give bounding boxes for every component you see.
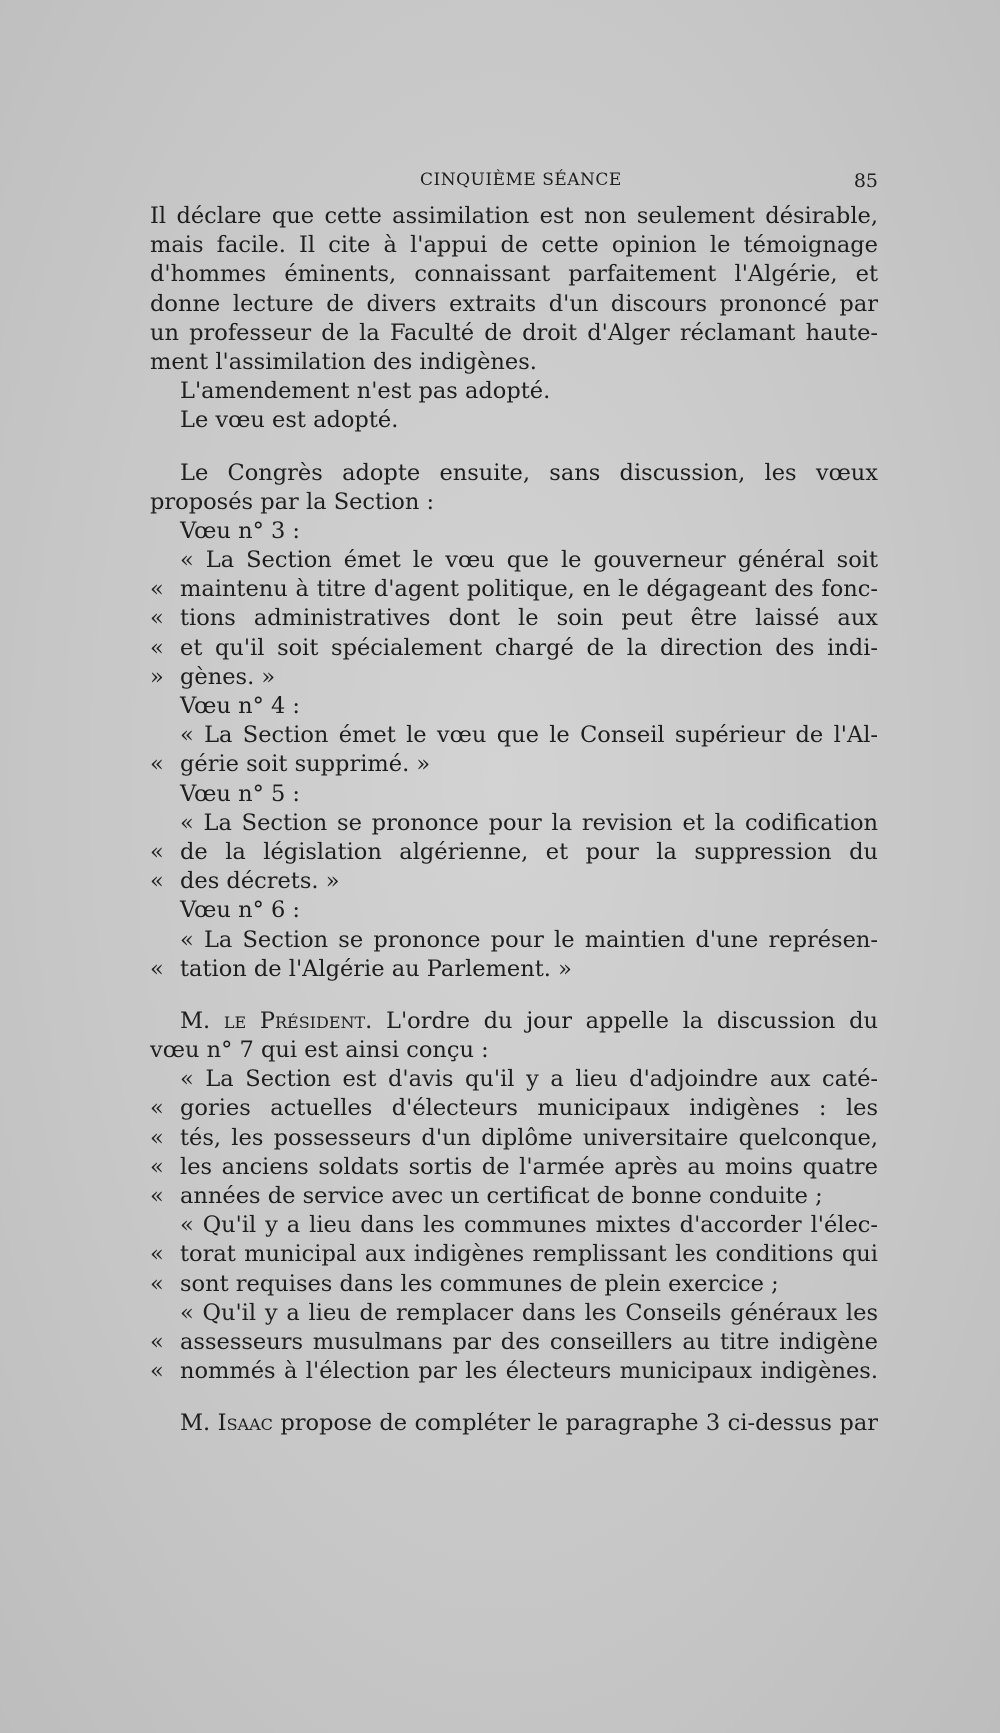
quote-line: « La Section se prononce pour la revision et la codification bbox=[180, 809, 878, 836]
text-line: L'amendement n'est pas adopté. bbox=[180, 378, 551, 405]
margin-quote: » bbox=[150, 663, 164, 690]
text-line: vœu n° 7 qui est ainsi conçu : bbox=[150, 1037, 489, 1064]
running-head: CINQUIÈME SÉANCE bbox=[420, 170, 622, 190]
text-line: M. le Président. L'ordre du jour appelle la discussion du bbox=[180, 1007, 878, 1034]
text-line: un professeur de la Faculté de droit d'Alger réclamant haute- bbox=[150, 319, 878, 346]
vote-heading: Vœu n° 6 : bbox=[180, 897, 301, 924]
quote-line: « les anciens soldats sortis de l'armée après au moins quatre bbox=[150, 1153, 878, 1182]
speaker-name: M. Isaac bbox=[180, 1410, 273, 1437]
text-line: M. Isaac propose de compléter le paragraphe 3 ci-dessus par bbox=[180, 1410, 878, 1437]
quote-line: « La Section se prononce pour le maintien d'une représen- bbox=[180, 926, 878, 953]
text-line: donne lecture de divers extraits d'un discours prononcé par bbox=[150, 290, 878, 317]
quote-line: « La Section émet le vœu que le Conseil supérieur de l'Al- bbox=[180, 722, 878, 749]
vote-heading: Vœu n° 5 : bbox=[180, 780, 301, 807]
quote-line: « assesseurs musulmans par des conseillers au titre indigène bbox=[150, 1328, 878, 1357]
page-header bbox=[150, 170, 878, 196]
vote-heading: Vœu n° 3 : bbox=[180, 517, 301, 544]
margin-quote: « bbox=[150, 751, 164, 778]
margin-quote: « bbox=[150, 1183, 164, 1209]
quote-line: « sont requises dans les communes de plein exercice ; bbox=[150, 1270, 878, 1299]
quote-line: » gènes. » bbox=[150, 663, 878, 692]
quote-line: « tation de l'Algérie au Parlement. » bbox=[150, 955, 878, 984]
quote-line: « tés, les possesseurs d'un diplôme universitaire quelconque, bbox=[150, 1124, 878, 1153]
text-line: proposés par la Section : bbox=[150, 488, 435, 515]
quote-line: « nommés à l'élection par les électeurs municipaux indigènes. bbox=[150, 1357, 878, 1386]
text-line: mais facile. Il cite à l'appui de cette opinion le témoignage bbox=[150, 232, 878, 259]
margin-quote: « bbox=[150, 868, 164, 895]
margin-quote: « bbox=[150, 1241, 164, 1268]
quote-line: « gérie soit supprimé. » bbox=[150, 750, 878, 779]
quote-line: « années de service avec un certificat de bonne conduite ; bbox=[150, 1182, 878, 1211]
margin-quote: « bbox=[150, 576, 164, 603]
quote-line: « de la législation algérienne, et pour la suppression du bbox=[150, 838, 878, 867]
quote-line: « maintenu à titre d'agent politique, en le dégageant des fonc- bbox=[150, 575, 878, 604]
quote-line: « La Section émet le vœu que le gouverneur général soit bbox=[180, 547, 878, 574]
speaker-name: M. le Président. bbox=[180, 1007, 373, 1034]
quote-line: « La Section est d'avis qu'il y a lieu d'adjoindre aux caté- bbox=[180, 1066, 878, 1093]
margin-quote: « bbox=[150, 605, 164, 632]
margin-quote: « bbox=[150, 1328, 164, 1355]
text-line: Le vœu est adopté. bbox=[180, 407, 399, 434]
text-line: Il déclare que cette assimilation est non seulement désirable, bbox=[150, 203, 878, 229]
quote-line: « et qu'il soit spécialement chargé de la direction des indi- bbox=[150, 634, 878, 663]
margin-quote: « bbox=[150, 1124, 164, 1151]
margin-quote: « bbox=[150, 634, 164, 661]
quote-line: « torat municipal aux indigènes remplissant les conditions qui bbox=[150, 1240, 878, 1269]
quote-line: « gories actuelles d'électeurs municipaux indigènes : les bbox=[150, 1094, 878, 1123]
margin-quote: « bbox=[150, 838, 164, 865]
margin-quote: « bbox=[150, 1095, 164, 1122]
page-number: 85 bbox=[853, 170, 878, 192]
text-line: Le Congrès adopte ensuite, sans discussion, les vœux bbox=[180, 459, 878, 486]
margin-quote: « bbox=[150, 1270, 164, 1297]
quote-line: « tions administratives dont le soin peut être laissé aux bbox=[150, 604, 878, 633]
vote-heading: Vœu n° 4 : bbox=[180, 693, 301, 719]
margin-quote: « bbox=[150, 955, 164, 982]
quote-line: « Qu'il y a lieu de remplacer dans les Conseils généraux les bbox=[180, 1299, 878, 1326]
margin-quote: « bbox=[150, 1358, 164, 1385]
margin-quote: « bbox=[150, 1153, 164, 1180]
quote-line: « Qu'il y a lieu dans les communes mixtes d'accorder l'élec- bbox=[180, 1212, 878, 1239]
quote-line: « des décrets. » bbox=[150, 867, 878, 896]
body-text bbox=[150, 202, 878, 1439]
text-line: d'hommes éminents, connaissant parfaitement l'Algérie, et bbox=[150, 261, 878, 288]
text-line: ment l'assimilation des indigènes. bbox=[150, 348, 537, 375]
